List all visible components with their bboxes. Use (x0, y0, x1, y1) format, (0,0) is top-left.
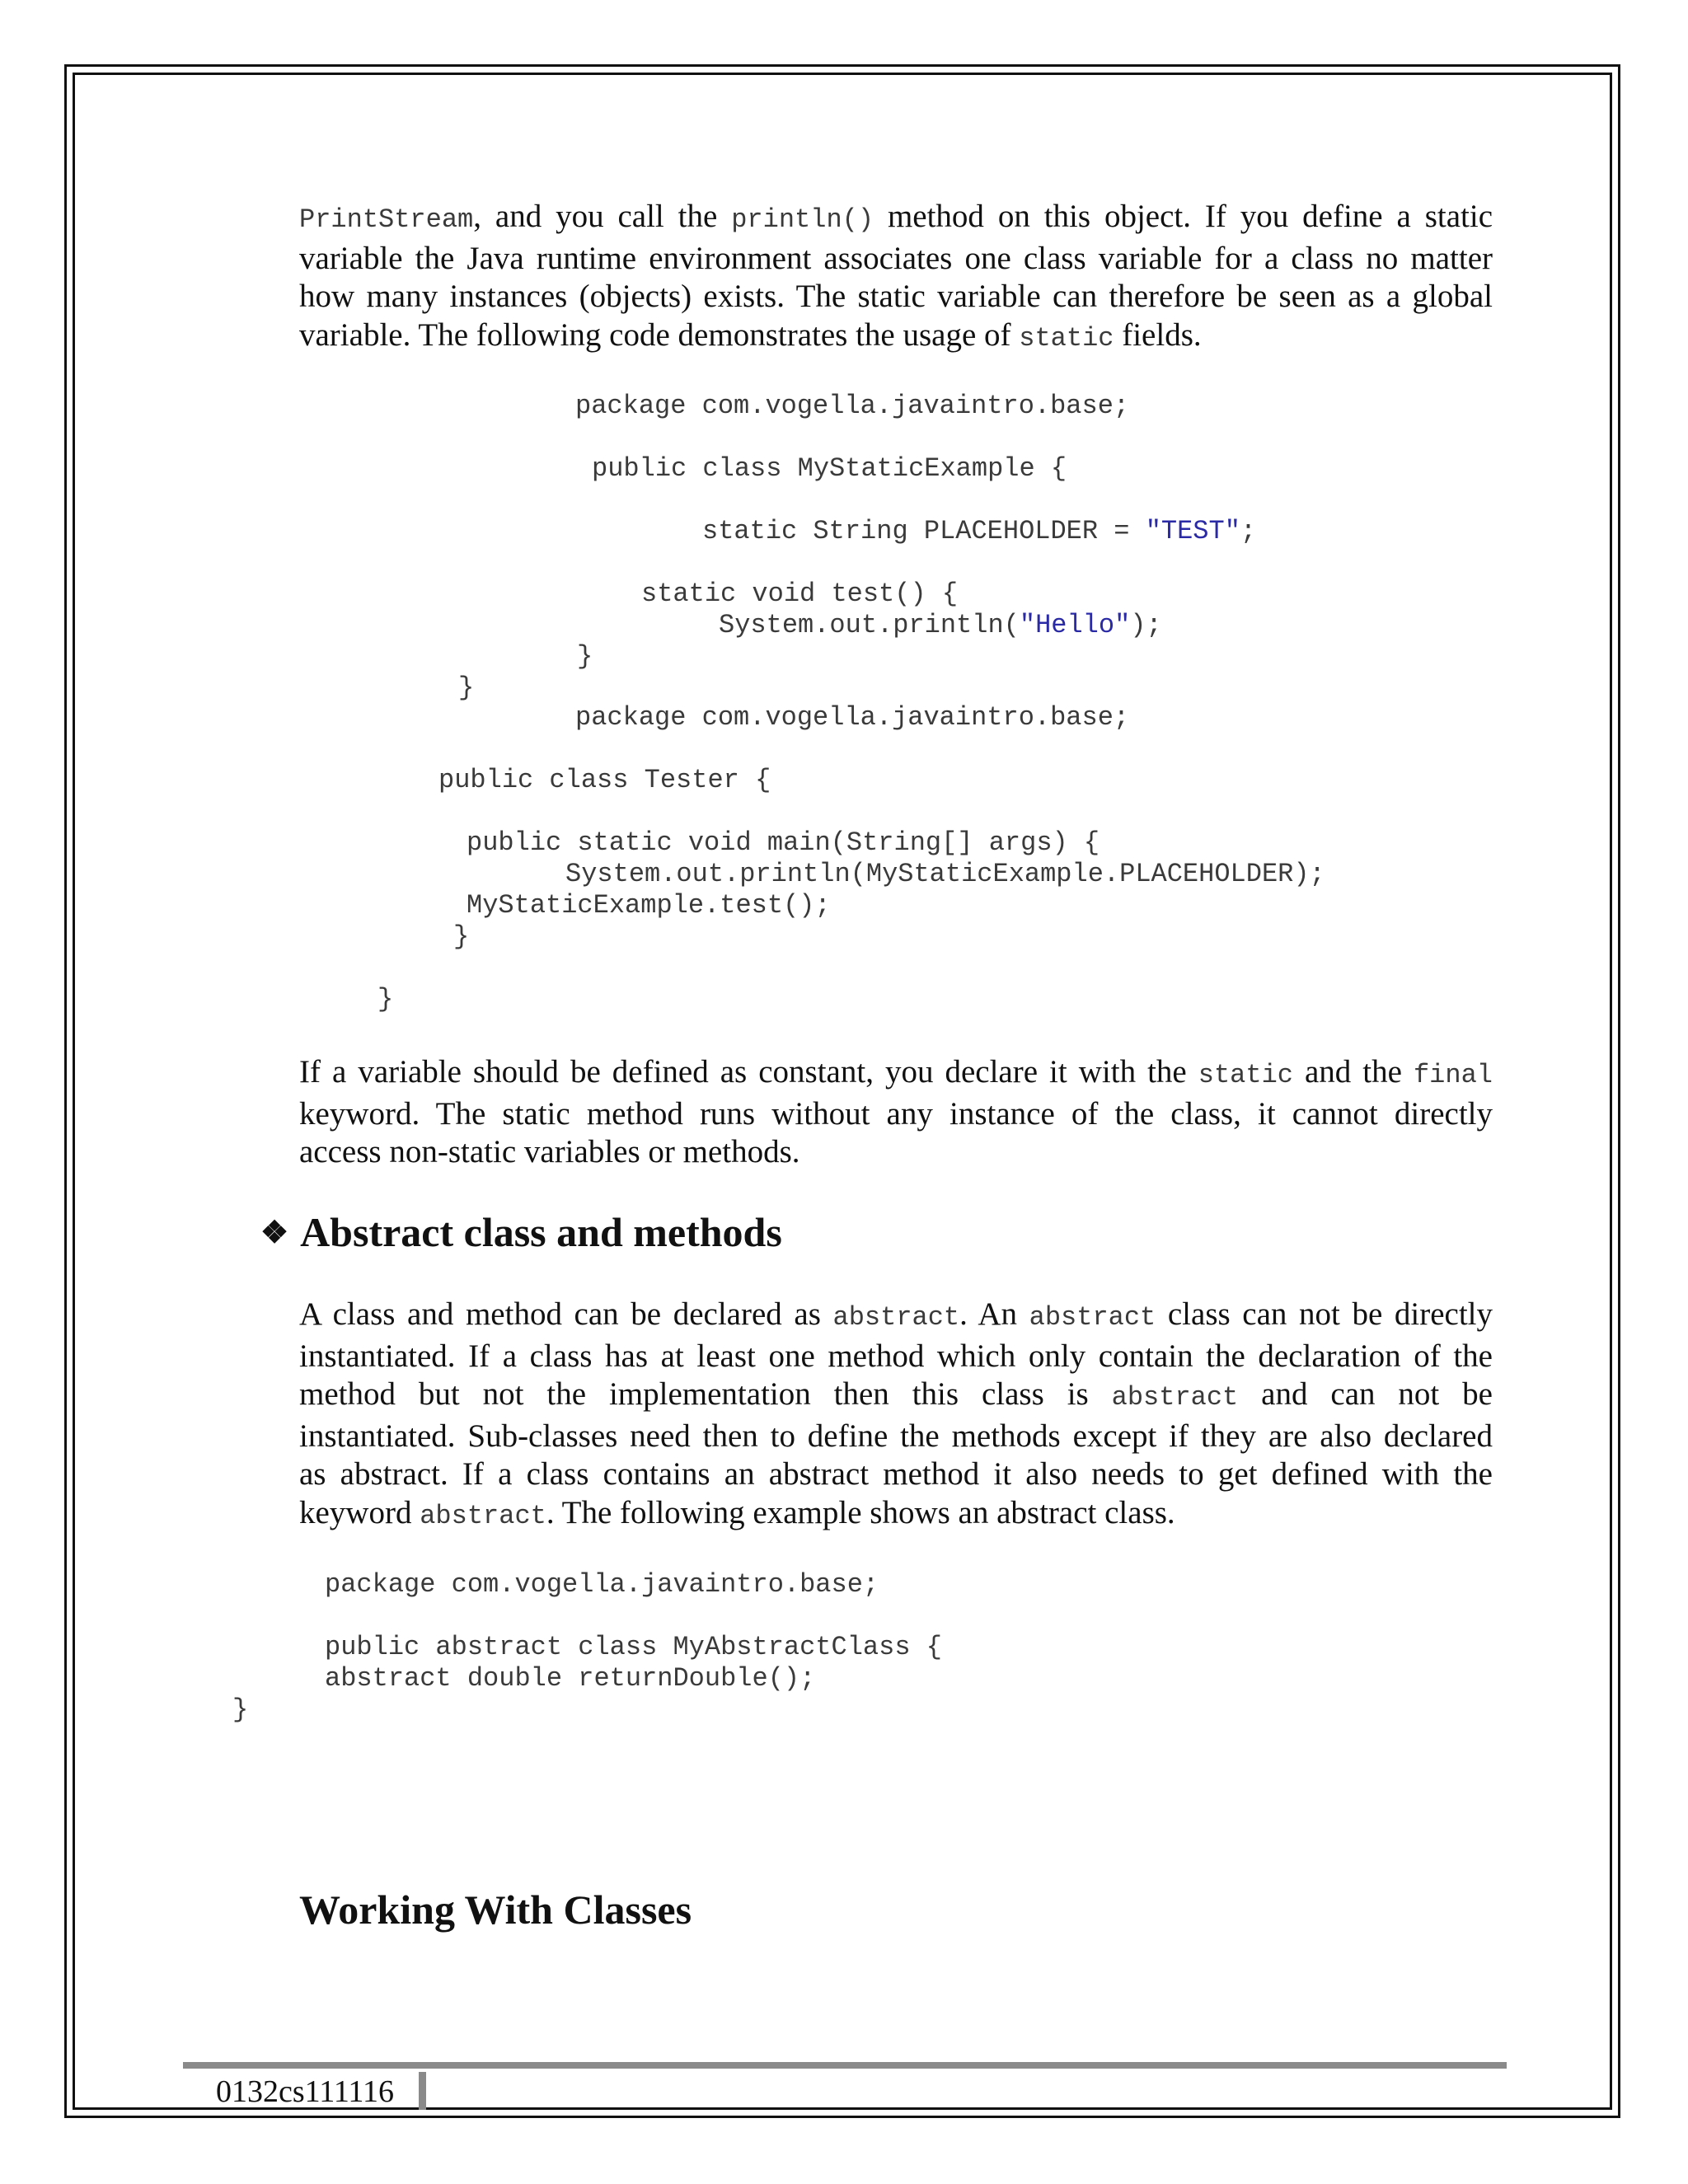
code-line (702, 516, 1256, 547)
section-heading-abstract (260, 1208, 782, 1256)
code-line: } (577, 641, 593, 672)
footer-course-code: 0132cs111116 (216, 2074, 395, 2109)
inline-code: println() (731, 204, 874, 235)
text-line: how many instances (objects) exists. The static variable can therefore be seen as a global (299, 279, 1493, 314)
text-span: method on this object. If you define a static (874, 199, 1493, 234)
text-span: class can not be directly (1156, 1296, 1493, 1332)
inline-code: static (1019, 322, 1114, 354)
text-span: method but not the implementation then this class is (299, 1376, 1112, 1412)
text-line: variable the Java runtime environment associates one class variable for a class no matter (299, 240, 1493, 276)
paragraph-abstract (299, 1296, 1493, 1535)
code-line: public abstract class MyAbstractClass { (325, 1632, 942, 1662)
inline-code: static (1198, 1060, 1293, 1090)
text-line (299, 1296, 1493, 1338)
text-line (299, 1053, 1493, 1095)
heading-text: Abstract class and methods (300, 1209, 782, 1255)
code-line: static void test() { (641, 579, 959, 609)
footer-rule (183, 2062, 1507, 2069)
string-literal: "Hello" (1019, 610, 1131, 640)
text-span: If a variable should be defined as constant, you declare it with the (299, 1054, 1198, 1090)
text-span: fields. (1114, 316, 1202, 353)
code-line: } (458, 673, 475, 703)
code-token: static String PLACEHOLDER = (702, 516, 1146, 546)
code-line: package com.vogella.javaintro.base; (575, 702, 1130, 733)
code-token: ); (1130, 610, 1162, 640)
text-line (299, 1376, 1493, 1418)
footer-divider (419, 2072, 426, 2110)
code-line: } (453, 921, 470, 952)
inline-code: abstract (420, 1500, 546, 1531)
code-line: MyStaticExample.test(); (467, 890, 831, 921)
text-span: variable. The following code demonstrates the usage of (299, 316, 1020, 353)
text-span: . The following example shows an abstract class. (546, 1494, 1175, 1530)
diamond-bullet-icon: ❖ (260, 1216, 289, 1250)
text-line (299, 1494, 1493, 1536)
inline-code: abstract (832, 1302, 960, 1333)
text-line: as abstract. If a class contains an abstract method it also needs to get defined with the (299, 1456, 1493, 1492)
text-line: access non-static variables or methods. (299, 1134, 800, 1169)
text-line: keyword. The static method runs without any instance of the class, it cannot directly (299, 1095, 1493, 1132)
code-line: public class MyStaticExample { (592, 453, 1067, 484)
text-line: instantiated. Sub-classes need then to define the methods except if they are also declared (299, 1418, 1493, 1454)
text-line (299, 198, 1493, 240)
section-heading-working-with-classes: Working With Classes (299, 1886, 692, 1933)
code-line: package com.vogella.javaintro.base; (575, 391, 1130, 421)
inline-code: abstract (1111, 1382, 1239, 1413)
text-line (299, 316, 1493, 359)
text-span: keyword (299, 1494, 420, 1530)
paragraph-static-final (299, 1053, 1493, 1172)
text-span: , and you call the (473, 199, 732, 234)
text-span: and the (1292, 1054, 1414, 1090)
code-line: } (377, 984, 394, 1015)
string-literal: "TEST" (1145, 516, 1240, 546)
code-line (719, 610, 1162, 641)
text-span: A class and method can be declared as (299, 1296, 833, 1332)
text-span: and can not be (1238, 1376, 1493, 1412)
text-line: instantiated. If a class has at least one method which only contain the declaration of the (299, 1338, 1493, 1374)
code-line: public static void main(String[] args) { (467, 827, 1100, 858)
code-line: package com.vogella.javaintro.base; (325, 1569, 879, 1600)
code-line: } (232, 1694, 249, 1725)
text-span: . An (959, 1296, 1029, 1332)
inline-code: final (1413, 1060, 1493, 1090)
code-line: public class Tester { (438, 765, 771, 795)
code-token: ; (1240, 516, 1257, 546)
code-line: abstract double returnDouble(); (325, 1663, 816, 1694)
inline-code: PrintStream (299, 204, 474, 235)
code-line: System.out.println(MyStaticExample.PLACEHOLDER); (565, 859, 1325, 889)
paragraph-static-intro (299, 198, 1493, 358)
inline-code: abstract (1029, 1302, 1156, 1333)
code-token: System.out.println( (719, 610, 1020, 640)
